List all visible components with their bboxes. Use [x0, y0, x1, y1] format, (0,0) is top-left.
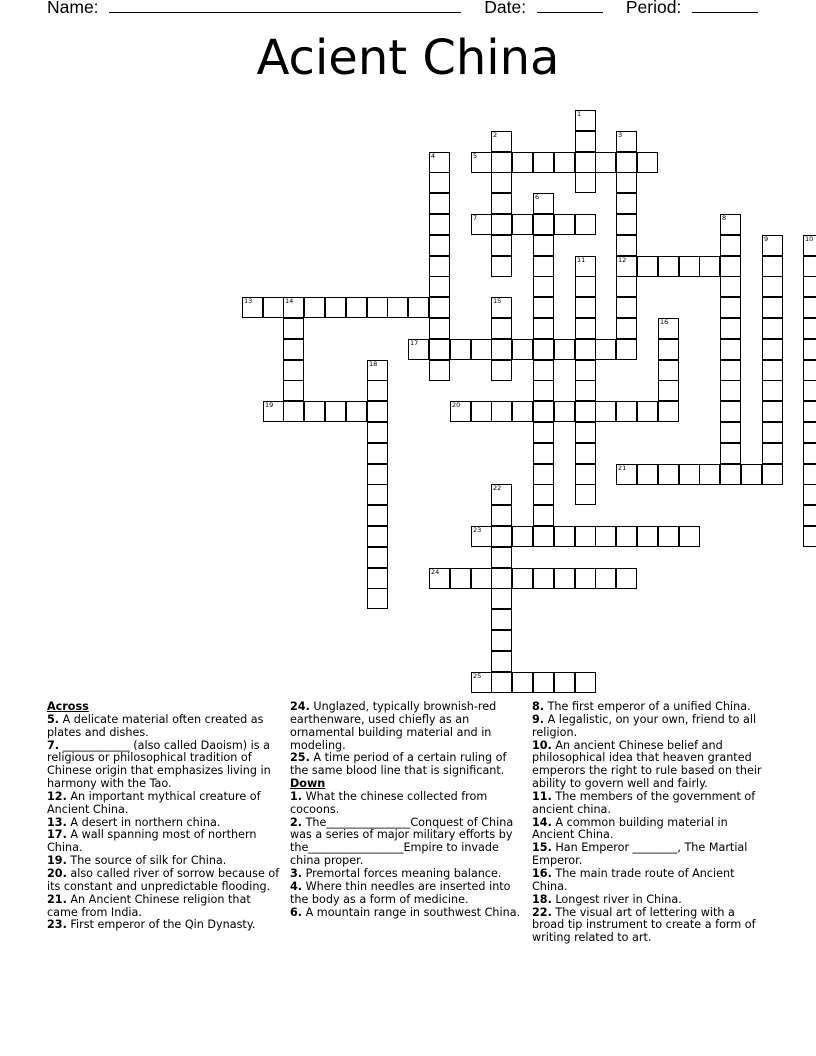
- grid-cell[interactable]: [803, 443, 816, 464]
- clue-number: 13: [244, 297, 253, 305]
- grid-cell[interactable]: [367, 464, 388, 485]
- grid-cell[interactable]: [616, 526, 637, 547]
- grid-cell[interactable]: [595, 152, 616, 173]
- grid-cell[interactable]: [762, 276, 783, 297]
- grid-cell[interactable]: [533, 380, 554, 401]
- down-clue: [532, 791, 770, 817]
- grid-cell[interactable]: [533, 672, 554, 693]
- grid-cell[interactable]: [575, 297, 596, 318]
- grid-cell[interactable]: [762, 318, 783, 339]
- page-title: Acient China: [256, 30, 560, 86]
- grid-cell[interactable]: [367, 484, 388, 505]
- grid-cell[interactable]: [637, 401, 658, 422]
- grid-cell[interactable]: [575, 276, 596, 297]
- grid-cell[interactable]: [575, 672, 596, 693]
- grid-cell[interactable]: [491, 588, 512, 609]
- clue-text: also called river of sorrow because of its constant and unpredictable flooding.: [47, 866, 280, 893]
- grid-cell[interactable]: [595, 339, 616, 360]
- clue-num: 13.: [47, 815, 67, 829]
- grid-cell[interactable]: [491, 172, 512, 193]
- across-clue: [47, 894, 285, 920]
- clue-num: 10.: [532, 738, 552, 752]
- clue-text: A time period of a certain ruling of the same blood line that is significant.: [290, 751, 507, 778]
- grid-cell[interactable]: [283, 380, 304, 401]
- grid-cell[interactable]: [720, 401, 741, 422]
- grid-cell[interactable]: [491, 505, 512, 526]
- clue-num: 15.: [532, 841, 552, 855]
- grid-cell[interactable]: [803, 256, 816, 277]
- clue-num: 7.: [47, 738, 60, 752]
- clue-number: 4: [431, 152, 436, 160]
- grid-cell[interactable]: [491, 651, 512, 672]
- grid-cell[interactable]: [450, 339, 471, 360]
- grid-cell[interactable]: [720, 318, 741, 339]
- clue-number: 18: [369, 360, 378, 368]
- grid-cell[interactable]: [533, 401, 554, 422]
- grid-cell[interactable]: [658, 256, 679, 277]
- clue-num: 24.: [290, 700, 310, 713]
- clue-text: The visual art of lettering with a broad tip instrument to create a form of writing related to art.: [532, 905, 756, 945]
- grid-cell[interactable]: [491, 568, 512, 589]
- grid-cell[interactable]: [616, 568, 637, 589]
- grid-cell[interactable]: [533, 505, 554, 526]
- grid-cell[interactable]: [429, 214, 450, 235]
- grid-cell[interactable]: [762, 464, 783, 485]
- clue-num: 12.: [47, 789, 67, 803]
- grid-cell[interactable]: [429, 276, 450, 297]
- clue-text: Premortal forces meaning balance.: [302, 866, 502, 880]
- grid-cell[interactable]: [575, 360, 596, 381]
- grid-cell[interactable]: [533, 464, 554, 485]
- grid-cell[interactable]: [471, 568, 492, 589]
- grid-cell[interactable]: [762, 360, 783, 381]
- clue-number: 11: [577, 256, 586, 264]
- grid-cell[interactable]: [554, 152, 575, 173]
- grid-cell[interactable]: [803, 276, 816, 297]
- grid-cell[interactable]: [575, 380, 596, 401]
- across-heading: Across: [47, 700, 89, 713]
- clue-number: 10: [805, 235, 814, 243]
- grid-cell[interactable]: [367, 526, 388, 547]
- down-clue: [532, 817, 770, 843]
- clue-number: 25: [473, 672, 482, 680]
- grid-cell[interactable]: [429, 297, 450, 318]
- grid-cell[interactable]: [471, 339, 492, 360]
- grid-cell[interactable]: [325, 401, 346, 422]
- down-clue: [532, 714, 770, 740]
- clue-num: 6.: [290, 905, 303, 919]
- clue-number: 17: [410, 339, 419, 347]
- grid-cell[interactable]: [720, 256, 741, 277]
- clue-text: A wall spanning most of northern China.: [47, 828, 257, 855]
- grid-cell[interactable]: [616, 318, 637, 339]
- clue-num: 4.: [290, 879, 303, 893]
- clue-number: 15: [493, 297, 502, 305]
- grid-cell[interactable]: [637, 526, 658, 547]
- clue-number: 6: [535, 193, 540, 201]
- across-clue: [47, 791, 285, 817]
- across-clue: [47, 868, 285, 894]
- clue-text: An ancient Chinese belief and philosophical idea that heaven granted emperors the right to rule based on their ability to govern well and fairly.: [532, 738, 762, 791]
- grid-cell[interactable]: [429, 235, 450, 256]
- grid-cell[interactable]: [616, 172, 637, 193]
- clue-text: Where thin needles are inserted into the body as a form of medicine.: [290, 879, 511, 906]
- clue-number: 7: [473, 214, 478, 222]
- grid-cell[interactable]: [491, 630, 512, 651]
- grid-cell[interactable]: [762, 443, 783, 464]
- clue-num: 16.: [532, 866, 552, 880]
- grid-cell[interactable]: [762, 339, 783, 360]
- grid-cell[interactable]: [491, 214, 512, 235]
- grid-cell[interactable]: [575, 172, 596, 193]
- grid-cell[interactable]: [283, 339, 304, 360]
- grid-cell[interactable]: [491, 672, 512, 693]
- grid-cell[interactable]: [429, 256, 450, 277]
- grid-cell[interactable]: [491, 256, 512, 277]
- grid-cell[interactable]: [741, 464, 762, 485]
- grid-cell[interactable]: [575, 214, 596, 235]
- grid-cell[interactable]: [533, 318, 554, 339]
- grid-cell[interactable]: [283, 318, 304, 339]
- clue-num: 11.: [532, 789, 552, 803]
- grid-cell[interactable]: [762, 401, 783, 422]
- grid-cell[interactable]: [575, 131, 596, 152]
- grid-cell[interactable]: [554, 339, 575, 360]
- grid-cell[interactable]: [367, 297, 388, 318]
- across-clue: [290, 752, 522, 778]
- grid-cell[interactable]: [679, 256, 700, 277]
- grid-cell[interactable]: [616, 193, 637, 214]
- clue-text: A legalistic, on your own, friend to all religion.: [532, 712, 757, 739]
- grid-cell[interactable]: [616, 401, 637, 422]
- grid-cell[interactable]: [263, 297, 284, 318]
- grid-cell[interactable]: [304, 401, 325, 422]
- grid-cell[interactable]: [803, 360, 816, 381]
- grid-cell[interactable]: [491, 193, 512, 214]
- grid-cell[interactable]: [533, 443, 554, 464]
- grid-cell[interactable]: [658, 380, 679, 401]
- grid-cell[interactable]: [512, 214, 533, 235]
- grid-cell[interactable]: [658, 339, 679, 360]
- clue-text: The first emperor of a unified China.: [544, 700, 751, 713]
- clue-text: What the chinese collected from cocoons.: [290, 789, 488, 816]
- grid-cell[interactable]: [429, 172, 450, 193]
- grid-cell[interactable]: [595, 401, 616, 422]
- clue-num: 21.: [47, 892, 67, 906]
- grid-cell[interactable]: [803, 505, 816, 526]
- clue-number: 8: [722, 214, 727, 222]
- grid-cell[interactable]: [575, 568, 596, 589]
- grid-cell[interactable]: [803, 339, 816, 360]
- grid-cell[interactable]: [616, 276, 637, 297]
- clue-text: ____________ (also called Daoism) is a religious or philosophical tradition of Chinese origin that emphasizes living in harmony with the Tao.: [47, 738, 271, 791]
- grid-cell[interactable]: [616, 339, 637, 360]
- grid-cell[interactable]: [554, 568, 575, 589]
- grid-cell[interactable]: [637, 256, 658, 277]
- grid-cell[interactable]: [429, 193, 450, 214]
- grid-cell[interactable]: [575, 484, 596, 505]
- clue-number: 21: [618, 464, 627, 472]
- grid-cell[interactable]: [533, 339, 554, 360]
- grid-cell[interactable]: [575, 526, 596, 547]
- grid-cell[interactable]: [491, 235, 512, 256]
- clue-column-1: [47, 701, 285, 932]
- grid-cell[interactable]: [762, 380, 783, 401]
- grid-cell[interactable]: [325, 297, 346, 318]
- down-clue: [532, 868, 770, 894]
- grid-cell[interactable]: [491, 526, 512, 547]
- clue-num: 22.: [532, 905, 552, 919]
- grid-cell[interactable]: [533, 484, 554, 505]
- clue-num: 2.: [290, 815, 303, 829]
- grid-cell[interactable]: [554, 401, 575, 422]
- grid-cell[interactable]: [283, 360, 304, 381]
- down-clue: [532, 907, 770, 946]
- clue-text: An Ancient Chinese religion that came from India.: [47, 892, 251, 919]
- grid-cell[interactable]: [491, 152, 512, 173]
- grid-cell[interactable]: [720, 276, 741, 297]
- grid-cell[interactable]: [491, 401, 512, 422]
- clue-num: 19.: [47, 854, 67, 868]
- grid-cell[interactable]: [658, 526, 679, 547]
- grid-cell[interactable]: [533, 152, 554, 173]
- grid-cell[interactable]: [367, 380, 388, 401]
- grid-cell[interactable]: [367, 401, 388, 422]
- clue-num: 18.: [532, 892, 552, 906]
- clue-text: The source of silk for China.: [66, 854, 227, 868]
- grid-cell[interactable]: [533, 214, 554, 235]
- grid-cell[interactable]: [491, 360, 512, 381]
- down-clue: [532, 842, 770, 868]
- grid-cell[interactable]: [616, 152, 637, 173]
- clue-num: 23.: [47, 918, 67, 932]
- grid-cell[interactable]: [533, 360, 554, 381]
- grid-cell[interactable]: [491, 318, 512, 339]
- grid-cell[interactable]: [720, 422, 741, 443]
- grid-cell[interactable]: [512, 672, 533, 693]
- clue-num: 14.: [532, 815, 552, 829]
- grid-cell[interactable]: [408, 297, 429, 318]
- clue-text: A desert in northern china.: [66, 815, 221, 829]
- grid-cell[interactable]: [367, 443, 388, 464]
- grid-cell[interactable]: [762, 297, 783, 318]
- grid-cell[interactable]: [367, 422, 388, 443]
- down-heading: Down: [290, 777, 326, 791]
- clue-number: 9: [764, 235, 769, 243]
- clue-text: Han Emperor ________, The Martial Emperor.: [532, 841, 748, 868]
- grid-cell[interactable]: [616, 214, 637, 235]
- grid-cell[interactable]: [762, 422, 783, 443]
- clue-num: 17.: [47, 828, 67, 842]
- clue-number: 2: [493, 131, 498, 139]
- across-clue: [47, 829, 285, 855]
- grid-cell[interactable]: [533, 297, 554, 318]
- grid-cell[interactable]: [367, 547, 388, 568]
- grid-cell[interactable]: [450, 568, 471, 589]
- grid-cell[interactable]: [429, 360, 450, 381]
- grid-cell[interactable]: [575, 422, 596, 443]
- grid-cell[interactable]: [720, 380, 741, 401]
- clue-number: 16: [660, 318, 669, 326]
- grid-cell[interactable]: [658, 401, 679, 422]
- clue-text: A delicate material often created as plates and dishes.: [47, 712, 264, 739]
- grid-cell[interactable]: [762, 256, 783, 277]
- clue-text: A mountain range in southwest China.: [302, 905, 521, 919]
- grid-cell[interactable]: [699, 464, 720, 485]
- clue-column-3: [532, 701, 770, 945]
- clue-number: 24: [431, 568, 440, 576]
- grid-cell[interactable]: [720, 235, 741, 256]
- across-clue: [47, 740, 285, 791]
- grid-cell[interactable]: [512, 401, 533, 422]
- grid-cell[interactable]: [512, 526, 533, 547]
- clue-number: 23: [473, 526, 482, 534]
- grid-cell[interactable]: [575, 401, 596, 422]
- grid-cell[interactable]: [595, 526, 616, 547]
- grid-cell[interactable]: [471, 401, 492, 422]
- clue-text: A common building material in Ancient China.: [532, 815, 728, 842]
- grid-cell[interactable]: [575, 443, 596, 464]
- clue-number: 19: [265, 401, 274, 409]
- clue-num: 3.: [290, 866, 303, 880]
- clue-text: The main trade route of Ancient China.: [532, 866, 735, 893]
- grid-cell[interactable]: [575, 152, 596, 173]
- grid-cell[interactable]: [575, 318, 596, 339]
- across-clue: [290, 701, 522, 752]
- clue-num: 25.: [290, 751, 310, 765]
- grid-cell[interactable]: [595, 568, 616, 589]
- grid-cell[interactable]: [720, 339, 741, 360]
- grid-cell[interactable]: [367, 588, 388, 609]
- grid-cell[interactable]: [803, 422, 816, 443]
- clue-text: An important mythical creature of Ancient China.: [47, 789, 261, 816]
- grid-cell[interactable]: [533, 256, 554, 277]
- clue-num: 5.: [47, 712, 60, 726]
- grid-cell[interactable]: [491, 547, 512, 568]
- grid-cell[interactable]: [803, 380, 816, 401]
- grid-cell[interactable]: [637, 152, 658, 173]
- clue-number: 5: [473, 152, 478, 160]
- grid-cell[interactable]: [803, 318, 816, 339]
- grid-cell[interactable]: [491, 609, 512, 630]
- grid-cell[interactable]: [429, 339, 450, 360]
- grid-cell[interactable]: [658, 464, 679, 485]
- across-clue: [47, 714, 285, 740]
- grid-cell[interactable]: [803, 464, 816, 485]
- grid-cell[interactable]: [533, 276, 554, 297]
- grid-cell[interactable]: [346, 297, 367, 318]
- grid-cell[interactable]: [512, 152, 533, 173]
- grid-cell[interactable]: [575, 464, 596, 485]
- name-label: Name:: [47, 0, 99, 17]
- clue-num: 20.: [47, 866, 67, 880]
- clue-text: Longest river in China.: [551, 892, 682, 906]
- down-clue: [290, 817, 522, 868]
- clue-text: The members of the government of ancient china.: [532, 789, 756, 816]
- grid-cell[interactable]: [658, 360, 679, 381]
- clue-text: First emperor of the Qin Dynasty.: [66, 918, 256, 932]
- grid-cell[interactable]: [367, 568, 388, 589]
- down-clue: [290, 791, 522, 817]
- clue-num: 1.: [290, 789, 303, 803]
- clue-number: 12: [618, 256, 627, 264]
- clue-number: 1: [577, 110, 582, 118]
- clue-num: 8.: [532, 700, 545, 713]
- grid-cell[interactable]: [679, 464, 700, 485]
- grid-cell[interactable]: [367, 505, 388, 526]
- grid-cell[interactable]: [803, 297, 816, 318]
- grid-cell[interactable]: [387, 297, 408, 318]
- across-clue: [47, 919, 285, 932]
- date-label: Date:: [484, 0, 527, 17]
- grid-cell[interactable]: [304, 297, 325, 318]
- grid-cell[interactable]: [679, 526, 700, 547]
- grid-cell[interactable]: [533, 422, 554, 443]
- grid-cell[interactable]: [803, 526, 816, 547]
- grid-cell[interactable]: [699, 256, 720, 277]
- grid-cell[interactable]: [533, 235, 554, 256]
- grid-cell[interactable]: [512, 568, 533, 589]
- clue-text: The_______________Conquest of China was a series of major military efforts by the_________________Empire to invade china proper.: [290, 815, 514, 868]
- grid-cell[interactable]: [803, 484, 816, 505]
- grid-cell[interactable]: [533, 526, 554, 547]
- grid-cell[interactable]: [616, 235, 637, 256]
- grid-cell[interactable]: [346, 401, 367, 422]
- clue-text: Unglazed, typically brownish-red earthenware, used chiefly as an ornamental building material and in modeling.: [290, 700, 497, 752]
- grid-cell[interactable]: [554, 526, 575, 547]
- grid-cell[interactable]: [720, 297, 741, 318]
- grid-cell[interactable]: [720, 464, 741, 485]
- grid-cell[interactable]: [616, 297, 637, 318]
- grid-cell[interactable]: [720, 443, 741, 464]
- grid-cell[interactable]: [637, 464, 658, 485]
- grid-cell[interactable]: [803, 401, 816, 422]
- grid-cell[interactable]: [429, 318, 450, 339]
- grid-cell[interactable]: [554, 672, 575, 693]
- clue-number: 20: [452, 401, 461, 409]
- clue-number: 14: [285, 297, 294, 305]
- clue-num: 9.: [532, 712, 545, 726]
- clue-column-2: [290, 701, 522, 919]
- down-clue: [532, 740, 770, 791]
- clue-number: 3: [618, 131, 623, 139]
- down-clue: [290, 881, 522, 907]
- grid-cell[interactable]: [720, 360, 741, 381]
- grid-cell[interactable]: [575, 339, 596, 360]
- grid-cell[interactable]: [491, 339, 512, 360]
- grid-cell[interactable]: [512, 339, 533, 360]
- clue-number: 22: [493, 484, 502, 492]
- period-label: Period:: [625, 0, 682, 17]
- grid-cell[interactable]: [533, 568, 554, 589]
- grid-cell[interactable]: [554, 214, 575, 235]
- grid-cell[interactable]: [283, 401, 304, 422]
- down-clue: [290, 907, 522, 920]
